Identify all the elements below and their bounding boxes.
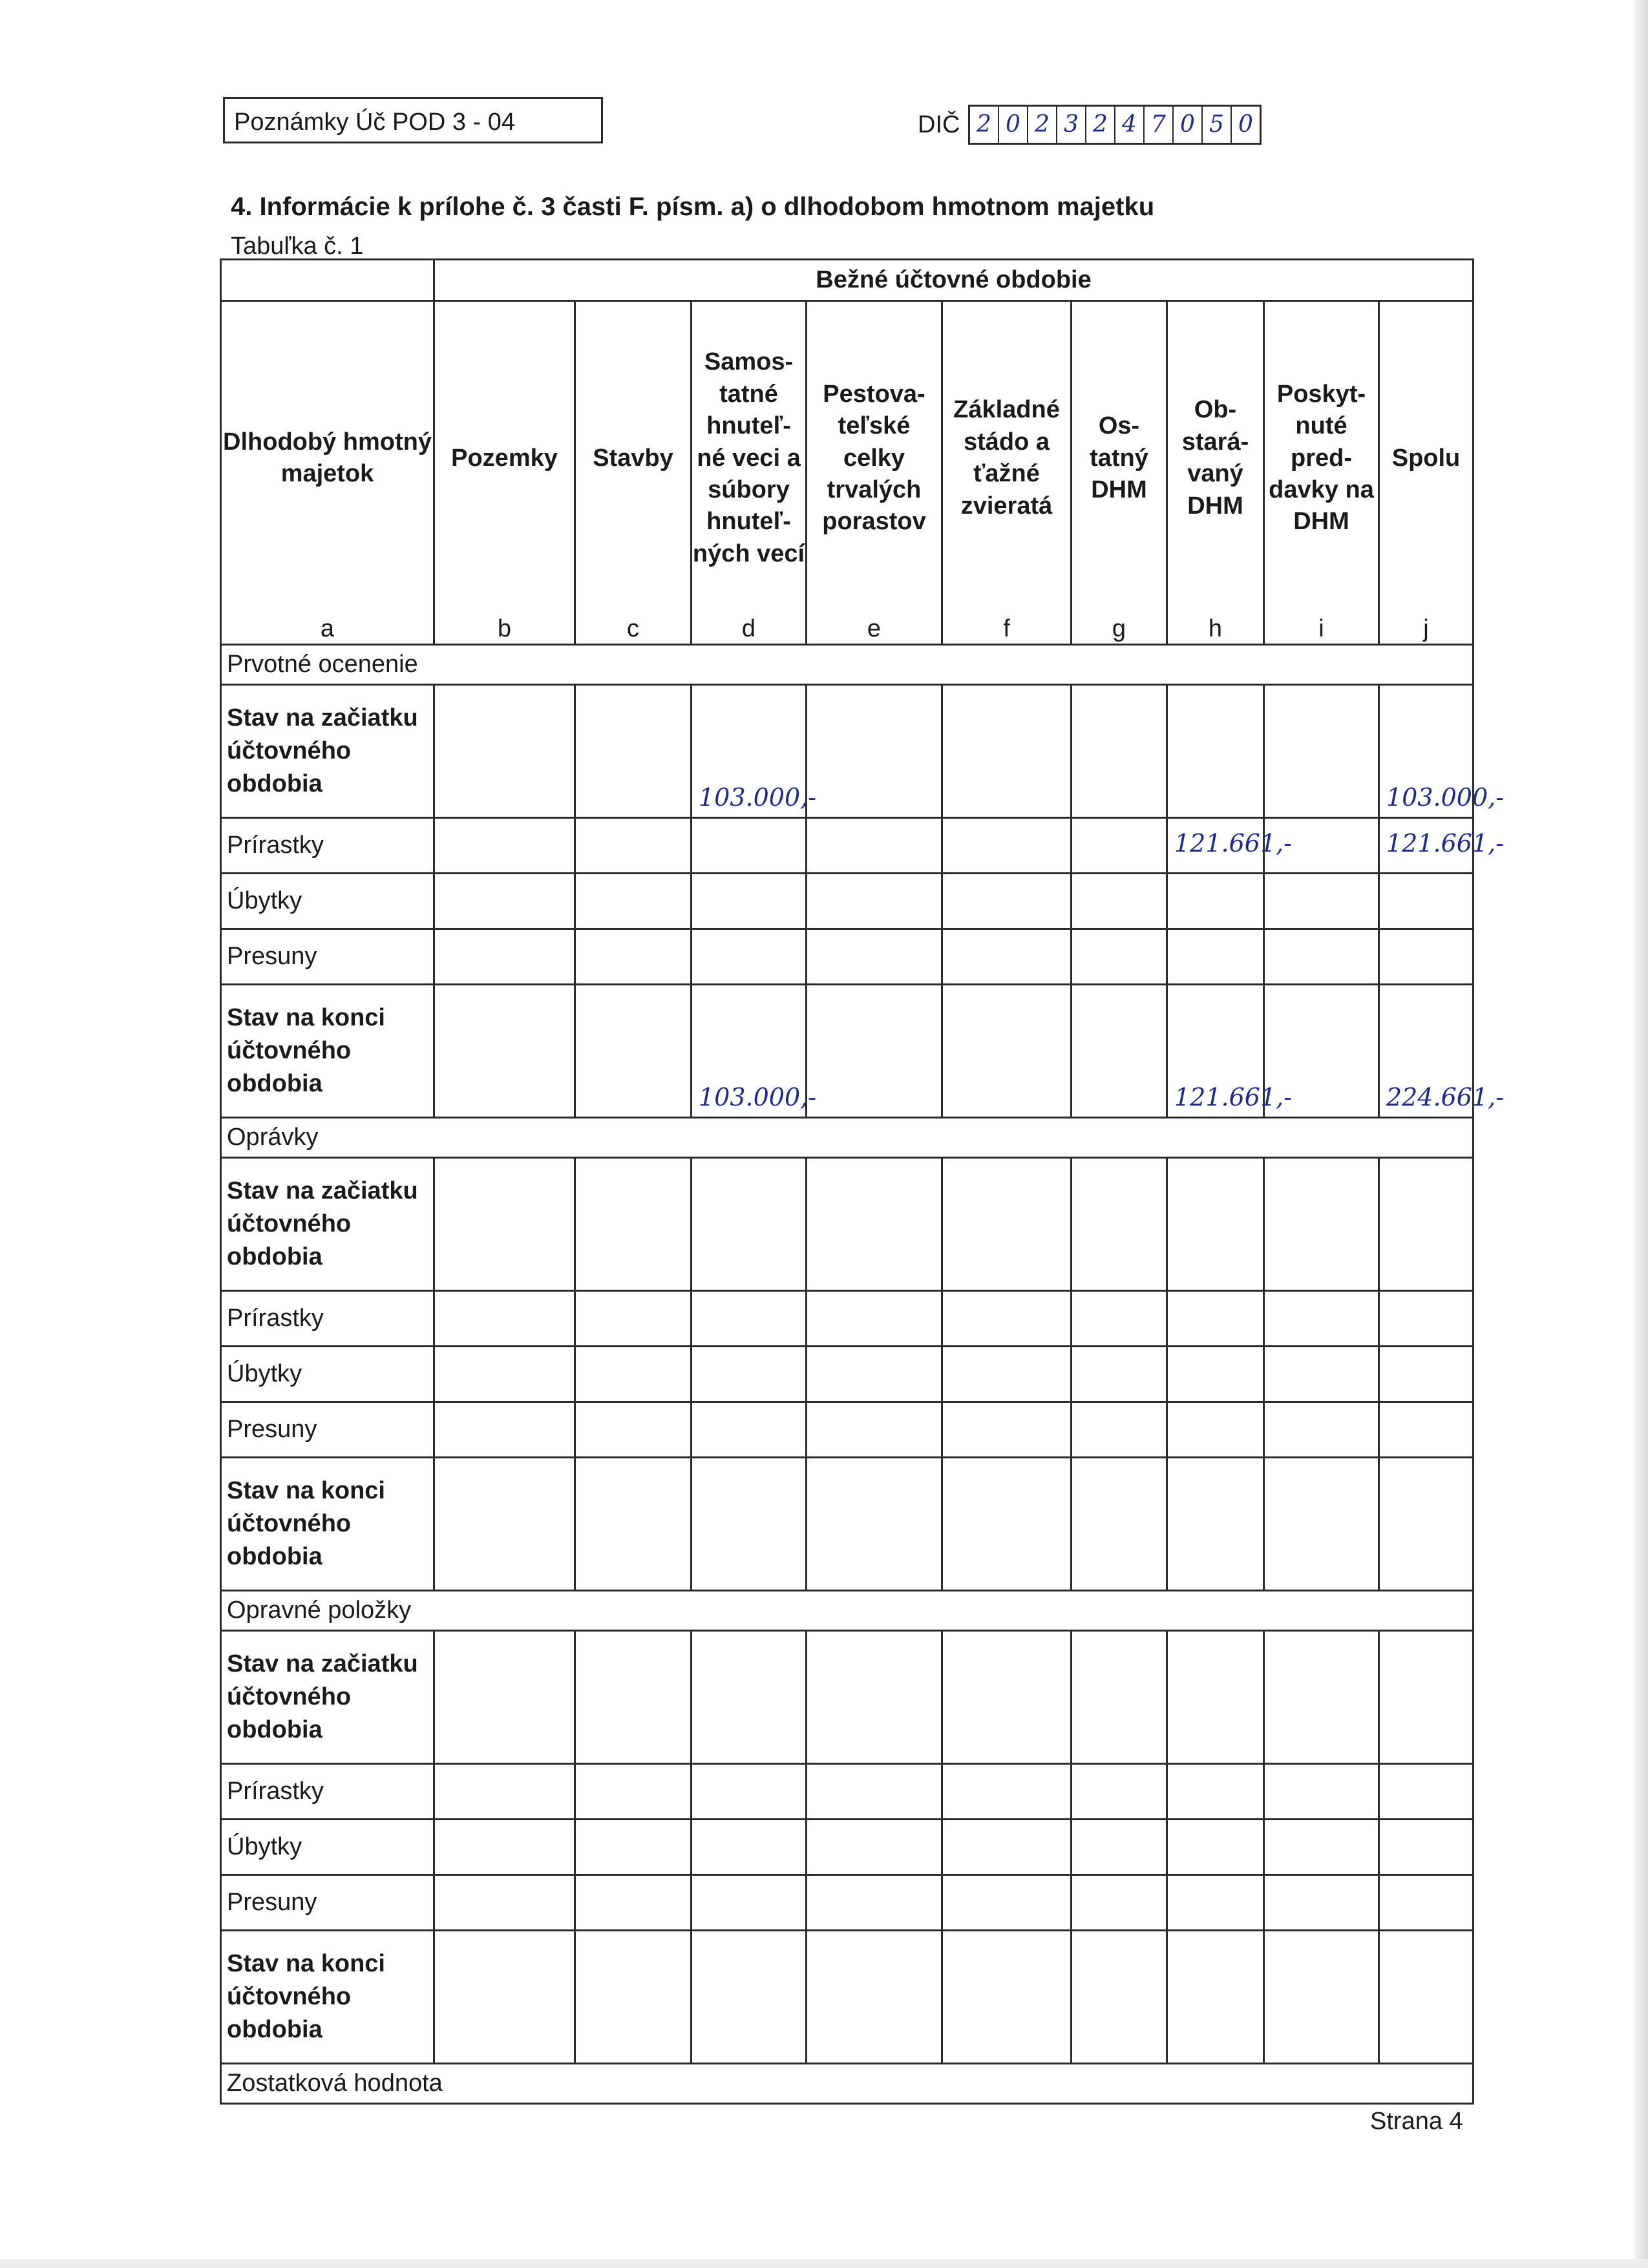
table-row	[221, 874, 1474, 929]
table-row	[221, 1158, 1474, 1291]
value-cell[interactable]	[1264, 1764, 1379, 1820]
value-cell[interactable]	[692, 1764, 807, 1820]
value-cell[interactable]	[1379, 929, 1474, 985]
dic-digit: 0	[999, 107, 1028, 143]
dic-digit: 4	[1115, 107, 1145, 143]
value-cell[interactable]	[434, 685, 575, 818]
value-cell[interactable]	[1167, 1347, 1264, 1402]
dic-digit: 2	[1086, 107, 1115, 143]
table-row	[221, 1931, 1474, 2064]
value-cell[interactable]	[807, 1820, 942, 1875]
value-cell[interactable]	[1167, 1931, 1264, 2064]
value-cell[interactable]	[807, 1458, 942, 1591]
value-cell[interactable]	[1167, 874, 1264, 929]
row-label: Stav na konci účtovného obdobia	[221, 1458, 434, 1591]
table-row	[221, 1875, 1474, 1931]
value-cell[interactable]	[575, 1291, 692, 1347]
value-cell[interactable]	[807, 1402, 942, 1458]
value-cell[interactable]	[1379, 1291, 1474, 1347]
value-cell[interactable]: 103.000,-	[692, 985, 807, 1118]
value-cell[interactable]	[1264, 1631, 1379, 1764]
value-cell[interactable]	[942, 818, 1072, 874]
value-cell[interactable]	[807, 1875, 942, 1931]
residual-value-row: Zostatková hodnota	[221, 2064, 1474, 2104]
value-cell[interactable]	[942, 1347, 1072, 1402]
value-cell[interactable]	[1264, 1458, 1379, 1591]
value-cell[interactable]	[692, 1820, 807, 1875]
value-cell[interactable]	[1167, 1402, 1264, 1458]
value-cell[interactable]	[575, 685, 692, 818]
value-cell[interactable]	[1379, 1631, 1474, 1764]
row-label: Stav na konci účtovného obdobia	[221, 985, 434, 1118]
section-header: Prvotné ocenenie	[221, 645, 1474, 685]
value-cell[interactable]	[692, 1875, 807, 1931]
dic-digit: 5	[1203, 107, 1232, 143]
value-cell[interactable]	[1072, 1158, 1167, 1291]
table-label: Tabuľka č. 1	[231, 233, 364, 260]
value-cell[interactable]	[1379, 1158, 1474, 1291]
column-header: Pestova-teľské celky trvalých porastov	[807, 301, 942, 615]
value-cell[interactable]	[1264, 1347, 1379, 1402]
value-cell[interactable]	[1167, 929, 1264, 985]
value-cell[interactable]	[575, 1875, 692, 1931]
value-cell[interactable]	[1072, 1458, 1167, 1591]
value-cell[interactable]	[575, 818, 692, 874]
value-cell[interactable]	[692, 1158, 807, 1291]
value-cell[interactable]	[807, 1631, 942, 1764]
column-header: Spolu	[1379, 301, 1474, 615]
dic-label: DIČ	[918, 111, 960, 138]
value-cell[interactable]	[1167, 1291, 1264, 1347]
value-cell[interactable]	[807, 929, 942, 985]
value-cell[interactable]	[1264, 1402, 1379, 1458]
row-label: Stav na začiatku účtovného obdobia	[221, 685, 434, 818]
column-letter: g	[1072, 615, 1167, 645]
value-cell[interactable]	[434, 1764, 575, 1820]
value-cell[interactable]	[1072, 1291, 1167, 1347]
value-cell[interactable]	[1167, 1631, 1264, 1764]
value-cell[interactable]	[575, 1347, 692, 1402]
value-cell[interactable]	[1379, 1347, 1474, 1402]
column-letter: a	[221, 615, 434, 645]
row-label: Presuny	[221, 929, 434, 985]
dic-digit: 0	[1238, 111, 1253, 138]
value-cell[interactable]	[807, 1291, 942, 1347]
value-cell[interactable]	[1379, 1402, 1474, 1458]
value-cell[interactable]	[434, 1402, 575, 1458]
form-label: Poznámky Úč POD 3 - 04	[223, 97, 603, 143]
value-cell[interactable]	[575, 1158, 692, 1291]
value-cell[interactable]: 121.661,-	[1167, 818, 1264, 874]
row-label: Prírastky	[221, 1291, 434, 1347]
column-header: Stavby	[575, 301, 692, 615]
value-cell[interactable]	[1167, 1820, 1264, 1875]
table-row	[221, 929, 1474, 985]
value-cell[interactable]	[434, 1931, 575, 2064]
value-cell[interactable]	[434, 874, 575, 929]
value-cell[interactable]	[692, 1631, 807, 1764]
value-cell[interactable]	[807, 874, 942, 929]
table-row	[221, 1347, 1474, 1402]
value-cell[interactable]	[575, 1931, 692, 2064]
value-cell[interactable]	[575, 1764, 692, 1820]
value-cell[interactable]	[575, 985, 692, 1118]
value-cell[interactable]	[434, 1875, 575, 1931]
column-header: Ob-stará-vaný DHM	[1167, 301, 1264, 615]
row-label: Presuny	[221, 1402, 434, 1458]
table-row	[221, 1291, 1474, 1347]
table-row	[221, 1820, 1474, 1875]
table-row	[221, 818, 1474, 874]
table-row	[221, 1631, 1474, 1764]
value-cell[interactable]	[692, 1931, 807, 2064]
dic-digit: 3	[1057, 107, 1086, 143]
value-cell[interactable]	[942, 874, 1072, 929]
value-cell[interactable]	[1072, 1931, 1167, 2064]
column-letter: i	[1264, 615, 1379, 645]
value-cell[interactable]: 224.661,-	[1379, 985, 1474, 1118]
value-cell[interactable]	[1379, 1458, 1474, 1591]
value-cell[interactable]	[434, 1820, 575, 1875]
value-cell[interactable]	[1264, 1820, 1379, 1875]
value-cell[interactable]	[807, 818, 942, 874]
dic-digit: 2	[970, 107, 999, 143]
table-row	[221, 985, 1474, 1118]
value-cell[interactable]	[942, 1402, 1072, 1458]
value-cell[interactable]	[1072, 1402, 1167, 1458]
value-cell[interactable]	[1072, 985, 1167, 1118]
column-header: Základné stádo a ťažné zvieratá	[942, 301, 1072, 615]
value-cell[interactable]: 121.661,-	[1167, 985, 1264, 1118]
column-letter: f	[942, 615, 1072, 645]
section-title: 4. Informácie k prílohe č. 3 časti F. písm. a) o dlhodobom hmotnom majetku	[231, 193, 1155, 221]
column-letter: e	[807, 615, 942, 645]
column-header: Samos-tatné hnuteľ-né veci a súbory hnuteľ-ných vecí	[692, 301, 807, 615]
value-cell[interactable]	[434, 1347, 575, 1402]
value-cell[interactable]	[575, 1402, 692, 1458]
dic-digit: 0	[1174, 107, 1203, 143]
value-cell[interactable]	[942, 685, 1072, 818]
value-cell[interactable]	[807, 985, 942, 1118]
value-cell[interactable]	[807, 1158, 942, 1291]
value-cell[interactable]	[575, 1458, 692, 1591]
value-cell[interactable]	[1379, 874, 1474, 929]
value-cell[interactable]	[692, 1402, 807, 1458]
value-cell[interactable]	[1264, 1291, 1379, 1347]
value-cell[interactable]	[1072, 1875, 1167, 1931]
value-cell[interactable]	[942, 1458, 1072, 1591]
row-label: Úbytky	[221, 1820, 434, 1875]
table-row	[221, 685, 1474, 818]
row-label: Prírastky	[221, 818, 434, 874]
value-cell[interactable]	[1072, 874, 1167, 929]
value-cell[interactable]	[942, 985, 1072, 1118]
value-cell[interactable]	[807, 1347, 942, 1402]
header-blank	[221, 260, 434, 301]
value-cell[interactable]	[434, 1158, 575, 1291]
row-label: Presuny	[221, 1875, 434, 1931]
column-letter: d	[692, 615, 807, 645]
table-row	[221, 1764, 1474, 1820]
value-cell[interactable]	[575, 929, 692, 985]
value-cell[interactable]	[942, 1931, 1072, 2064]
value-cell[interactable]	[942, 929, 1072, 985]
value-cell[interactable]	[942, 1631, 1072, 1764]
value-cell[interactable]	[692, 818, 807, 874]
value-cell[interactable]	[1167, 1764, 1264, 1820]
value-cell[interactable]	[692, 1458, 807, 1591]
value-cell[interactable]	[1167, 685, 1264, 818]
value-cell[interactable]	[942, 1820, 1072, 1875]
value-cell[interactable]: 103.000,-	[1379, 685, 1474, 818]
value-cell[interactable]	[1264, 685, 1379, 818]
first-column-header: Dlhodobý hmotný majetok	[221, 301, 434, 615]
value-cell[interactable]	[1264, 1158, 1379, 1291]
value-cell[interactable]	[1167, 1458, 1264, 1591]
value-cell[interactable]	[1072, 1631, 1167, 1764]
value-cell[interactable]: 103.000,-	[692, 685, 807, 818]
section-header: Oprávky	[221, 1118, 1474, 1158]
column-letter: h	[1167, 615, 1264, 645]
value-cell[interactable]	[575, 1631, 692, 1764]
dic-digit: 2	[1028, 107, 1057, 143]
dic-boxes	[968, 105, 1262, 145]
value-cell[interactable]	[434, 1291, 575, 1347]
period-header: Bežné účtovné obdobie	[434, 260, 1474, 301]
value-cell[interactable]	[575, 874, 692, 929]
column-header: Pozemky	[434, 301, 575, 615]
value-cell[interactable]	[942, 1764, 1072, 1820]
row-label: Úbytky	[221, 874, 434, 929]
value-cell[interactable]	[434, 929, 575, 985]
value-cell[interactable]	[434, 1458, 575, 1591]
value-cell[interactable]	[1167, 1875, 1264, 1931]
value-cell[interactable]	[1072, 685, 1167, 818]
value-cell[interactable]	[1379, 1875, 1474, 1931]
value-cell[interactable]	[1072, 1820, 1167, 1875]
column-letter: j	[1379, 615, 1474, 645]
value-cell[interactable]	[434, 1631, 575, 1764]
value-cell[interactable]	[434, 985, 575, 1118]
value-cell[interactable]	[1072, 1764, 1167, 1820]
row-label: Stav na začiatku účtovného obdobia	[221, 1158, 434, 1291]
row-label: Úbytky	[221, 1347, 434, 1402]
scan-edge	[1634, 0, 1648, 2268]
table-body	[221, 645, 1505, 2064]
value-cell[interactable]	[434, 818, 575, 874]
page-number: Strana 4	[1370, 2108, 1463, 2135]
value-cell[interactable]	[692, 874, 807, 929]
table-row	[221, 1402, 1474, 1458]
value-cell[interactable]	[1072, 929, 1167, 985]
value-cell[interactable]	[1264, 1875, 1379, 1931]
value-cell[interactable]	[1379, 1931, 1474, 2064]
value-cell[interactable]	[807, 1931, 942, 2064]
value-cell[interactable]	[692, 1291, 807, 1347]
column-header: Poskyt-nuté pred-davky na DHM	[1264, 301, 1379, 615]
value-cell[interactable]	[1264, 1931, 1379, 2064]
value-cell[interactable]	[1167, 1158, 1264, 1291]
value-cell[interactable]	[942, 1875, 1072, 1931]
value-cell[interactable]	[807, 685, 942, 818]
section-header: Opravné položky	[221, 1591, 1474, 1631]
dic-digit: 7	[1145, 107, 1174, 143]
value-cell[interactable]	[692, 1347, 807, 1402]
value-cell[interactable]	[1072, 1347, 1167, 1402]
row-label: Stav na začiatku účtovného obdobia	[221, 1631, 434, 1764]
value-cell[interactable]	[807, 1764, 942, 1820]
value-cell[interactable]	[1072, 818, 1167, 874]
asset-table	[220, 258, 1505, 2105]
value-cell[interactable]	[942, 1158, 1072, 1291]
column-letter: b	[434, 615, 575, 645]
value-cell[interactable]	[575, 1820, 692, 1875]
value-cell[interactable]	[942, 1291, 1072, 1347]
table-row	[221, 1458, 1474, 1591]
column-letter: c	[575, 615, 692, 645]
row-label: Prírastky	[221, 1764, 434, 1820]
column-header: Os-tatný DHM	[1072, 301, 1167, 615]
value-cell[interactable]	[1264, 874, 1379, 929]
row-label: Stav na konci účtovného obdobia	[221, 1931, 434, 2064]
value-cell[interactable]	[692, 929, 807, 985]
scan-bottom-edge	[0, 2259, 1648, 2268]
value-cell[interactable]	[1379, 1764, 1474, 1820]
value-cell[interactable]	[1264, 929, 1379, 985]
value-cell[interactable]	[1379, 1820, 1474, 1875]
value-cell[interactable]: 121.661,-	[1379, 818, 1474, 874]
